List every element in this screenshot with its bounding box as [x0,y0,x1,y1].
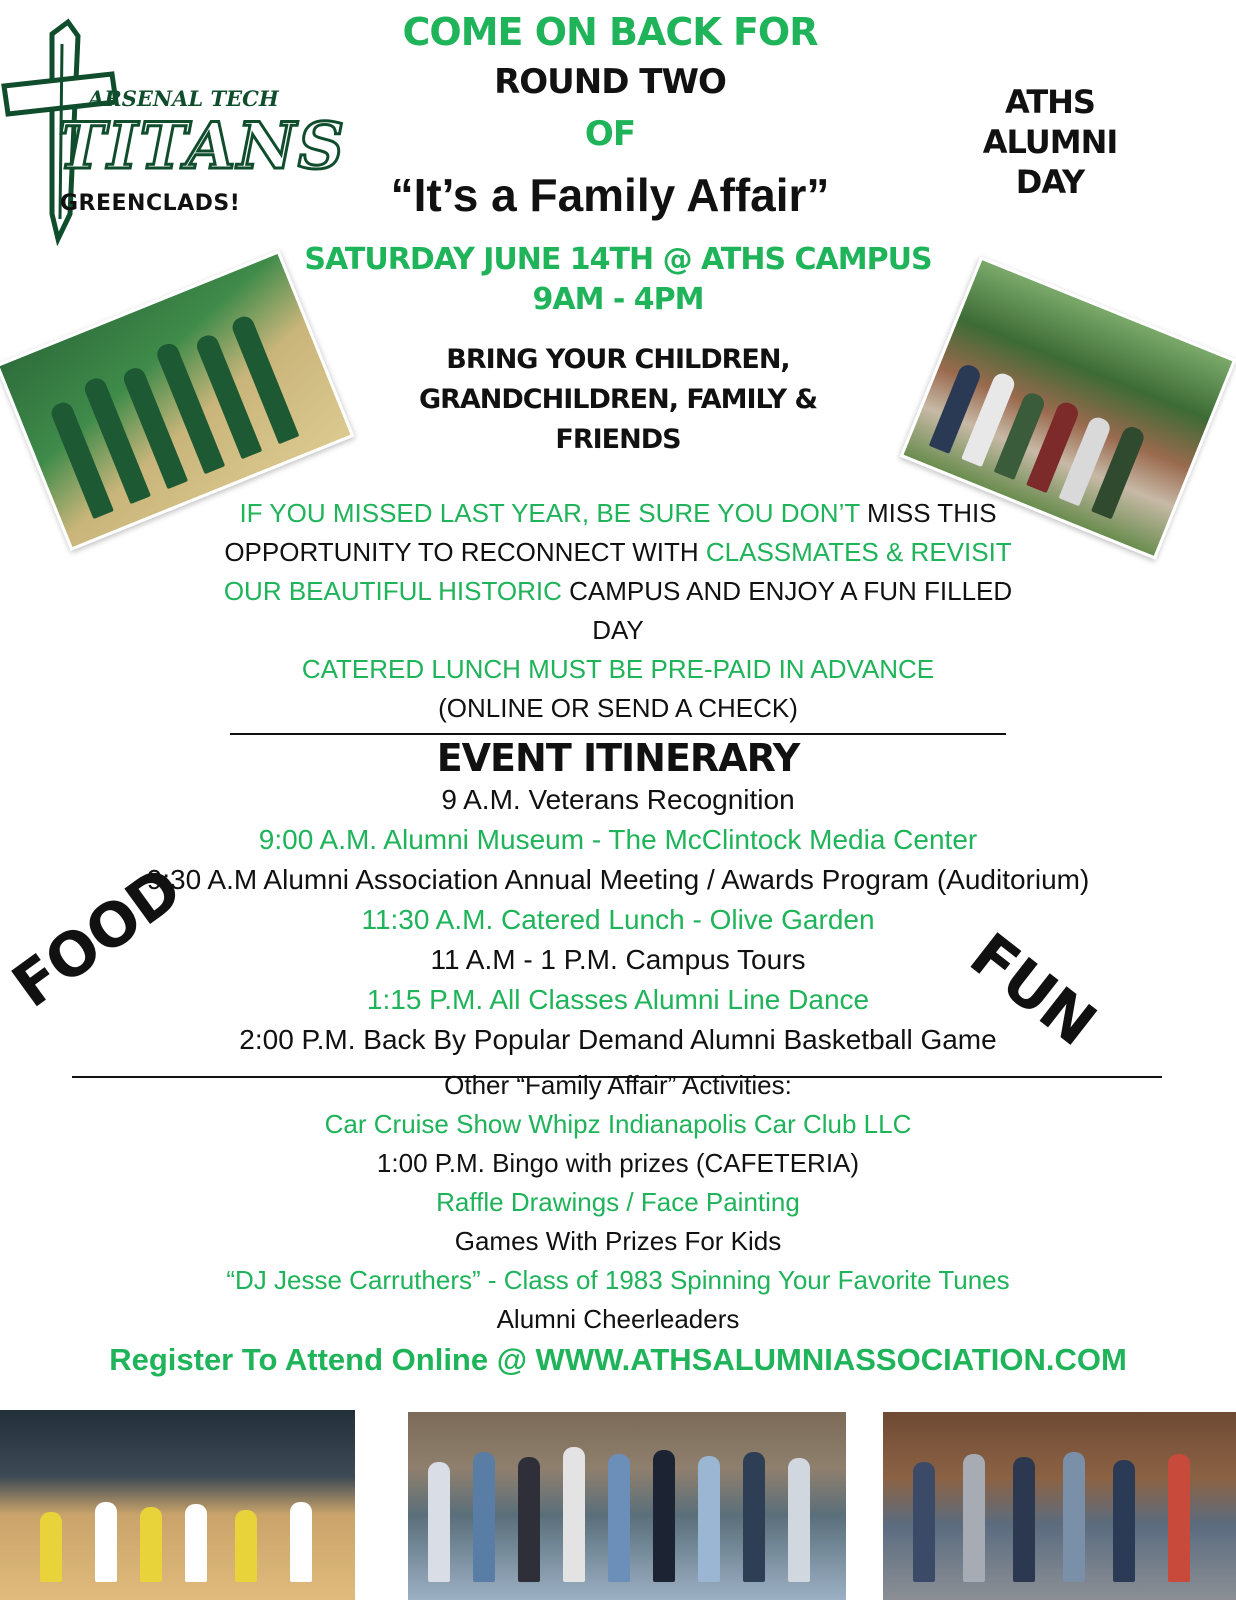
paragraph-text: CAMPUS AND ENJOY A FUN FILLED [561,576,1013,606]
alumni-group-photo [408,1412,846,1600]
event-title: “It’s a Family Affair” [390,169,830,221]
paragraph-text-green: IF YOU MISSED LAST YEAR, BE SURE YOU DON’T [239,498,860,528]
bring-line-1: BRING YOUR CHILDREN, [446,344,790,375]
logo-tagline: GREENCLADS! [60,191,241,216]
cheer-group-photo [883,1412,1236,1600]
bring-family-text [300,340,936,460]
bring-line-2: GRANDCHILDREN, FAMILY & [418,384,818,415]
paragraph-text: OPPORTUNITY TO RECONNECT WITH [224,537,706,567]
fun-label: FUN [956,920,1108,1060]
register-link[interactable]: Register To Attend Online @ WWW.ATHSALUMNIASSOCIATION.COM [109,1342,1127,1377]
activity-item: Car Cruise Show Whipz Indianapolis Car Club LLC [324,1109,912,1139]
paragraph-line-5: CATERED LUNCH MUST BE PRE-PAID IN ADVANCE [301,654,935,684]
paragraph-text-green: CLASSMATES & REVISIT [705,537,1012,567]
event-time: 9AM - 4PM [532,282,704,317]
bring-line-3: FRIENDS [555,424,681,455]
itinerary-item: 9:00 A.M. Alumni Museum - The McClintock Media Center [258,824,978,855]
itinerary-item: 11 A.M - 1 P.M. Campus Tours [430,944,806,975]
itinerary-item: 9 A.M. Veterans Recognition [441,784,795,815]
paragraph-line-2 [150,533,1086,572]
activity-item: Raffle Drawings / Face Painting [436,1187,800,1217]
headline-line-1: COME ON BACK FOR [402,10,818,54]
paragraph-text-green: OUR BEAUTIFUL HISTORIC [223,576,562,606]
invitation-paragraph [150,494,1086,728]
headline-line-2: ROUND TWO [494,62,726,102]
paragraph-line-3 [150,572,1086,611]
alumni-day-badge [935,82,1165,202]
activity-item: “DJ Jesse Carruthers” - Class of 1983 Spinning Your Favorite Tunes [226,1265,1010,1295]
other-activities-heading: Other “Family Affair” Activities: [444,1070,792,1100]
itinerary-item: 2:00 P.M. Back By Popular Demand Alumni Basketball Game [239,1024,997,1055]
activity-item: Games With Prizes For Kids [454,1226,782,1256]
itinerary-item: 1:15 P.M. All Classes Alumni Line Dance [366,984,870,1015]
headline-line-3: OF [584,114,636,154]
itinerary-item: 11:30 A.M. Catered Lunch - Olive Garden [361,904,875,935]
food-label: FOOD [0,854,194,1022]
alumni-day-line-3: DAY [1015,163,1085,201]
other-activities [100,1066,1136,1339]
divider [230,733,1006,735]
paragraph-line-1 [150,494,1086,533]
alumni-day-line-2: ALUMNI [982,123,1118,161]
paragraph-text: MISS THIS [859,498,997,528]
basketball-game-photo [0,1410,355,1600]
titans-logo [0,14,347,259]
logo-org-text: ARSENAL TECH [88,86,279,111]
event-date-place: SATURDAY JUNE 14TH @ ATHS CAMPUS [304,242,932,277]
logo-team-text: TITANS [58,109,347,184]
itinerary-item: 9:30 A.M Alumni Association Annual Meeting / Awards Program (Auditorium) [146,864,1090,895]
paragraph-line-4: DAY [592,615,644,645]
alumni-day-line-1: ATHS [1005,83,1095,121]
paragraph-line-6: (ONLINE OR SEND A CHECK) [438,693,798,723]
activity-item: 1:00 P.M. Bingo with prizes (CAFETERIA) [376,1148,860,1178]
activity-item: Alumni Cheerleaders [496,1304,740,1334]
itinerary-title: EVENT ITINERARY [436,736,800,780]
